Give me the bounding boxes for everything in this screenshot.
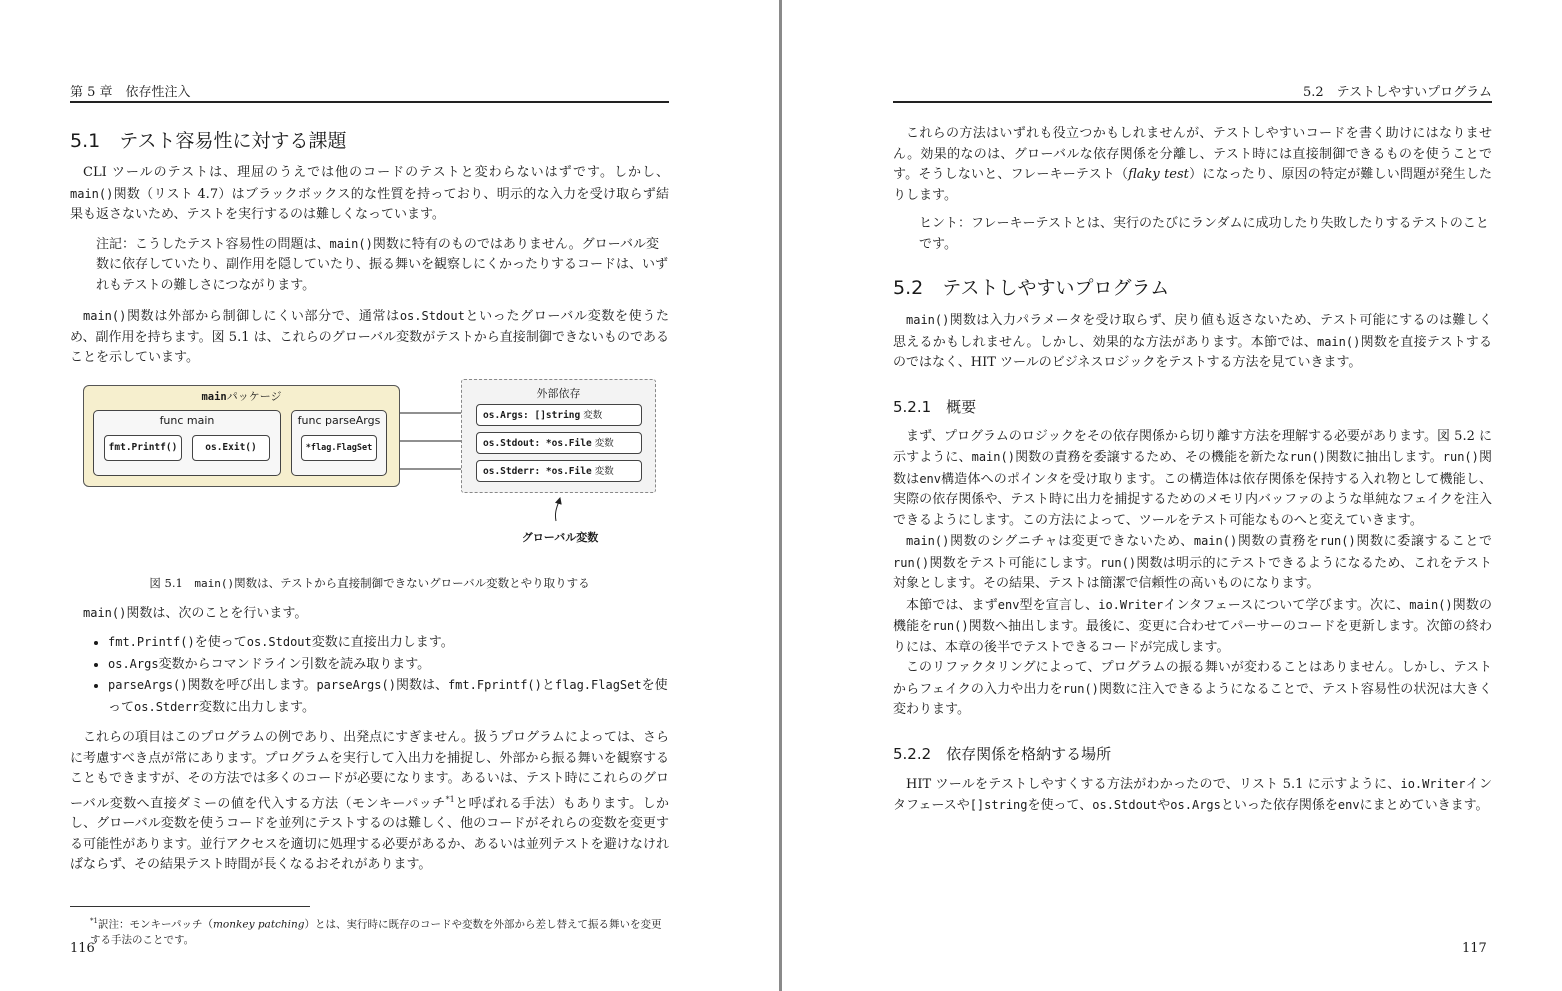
paragraph: HIT ツールをテストしやすくする方法がわかったので、リスト 5.1 に示すように、io.Writerインタフェースや[]stringを使って、os.Stdoutやos.Argsといった依存関係をenvにまとめていきます。 [893, 776, 1492, 813]
bullet-list [70, 632, 669, 718]
section-title: 5.1 テスト容易性に対する課題 [70, 130, 347, 152]
page-number: 117 [1462, 941, 1487, 956]
right-content [893, 124, 1492, 825]
external-deps-title: 外部依存 [536, 386, 581, 400]
footnote-reference: *1 [445, 794, 455, 804]
right-page [782, 0, 1562, 991]
dep-os-stdout: os.Stdout: *os.File 変数 [476, 432, 642, 454]
left-page [0, 0, 779, 991]
list-item: • os.Args変数からコマンドライン引数を読み取ります。 [108, 654, 669, 676]
paragraph: main()関数は入力パラメータを受け取らず、戻り値も返さないため、テスト可能にするのは難しく思えるかもしれません。しかし、効果的な方法があります。本節では、main()関数を直接テストするのではなく、HIT ツールのビジネスロジックをテストする方法を見ていきます。 [893, 313, 1492, 370]
subsection-title: 5.2.2 依存関係を格納する場所 [893, 744, 1112, 763]
paragraph: main()関数のシグニチャは変更できないため、main()関数の責務をrun()関数に委譲することでrun()関数をテスト可能にします。run()関数は明示的にテストできるようになるため、これをテスト対象とします。その結果、テストは簡潔で信頼性の高いものになります。 [893, 534, 1492, 591]
arrow-global [555, 498, 560, 521]
paragraph: 本節では、まずenv型を宣言し、io.Writerインタフェースについて学びます。次に、main()関数の機能をrun()関数へ抽出します。最後に、変更に合わせてパーサーのコードを更新します。次節の終わりには、本章の後半でテストできるコードが完成します。 [893, 597, 1492, 655]
dep-os-args: os.Args: []string 変数 [476, 404, 642, 426]
footnote-rule [70, 906, 310, 907]
paragraph: まず、プログラムのロジックをその依存関係から切り離す方法を理解する必要があります。図 5.2 に示すように、main()関数の責務を委譲するため、その機能を新たなrun()関数に抽出します。run()関数はenv構造体へのポインタを受け取ります。この構造体は依存関係を保持する入れ物として機能し、実際の依存関係や、テスト時に出力を捕捉するためのメモリ内バッファのような単純なフェイクを注入できるようにします。この方法によって、ツールをテスト可能なものへと変えていきます。 [893, 428, 1492, 528]
footnote: $^{*1}$訳注：モンキーパッチ（monkey patching）とは、実行時に既存のコードや変数を外部から差し替えて振る舞いを変更する手法のことです。 [90, 916, 662, 947]
list-item: • parseArgs()関数を呼び出します。parseArgs()関数は、fmt.Fprintf()とflag.FlagSetを使ってos.Stderr変数に出力します。 [108, 675, 669, 718]
hint-box: ヒント：フレーキーテストとは、実行のたびにランダムに成功したり失敗したりするテストのことです。 [919, 216, 1489, 252]
running-header: 5.2 テストしやすいプログラム [893, 81, 1492, 103]
running-header: 第 5 章 依存性注入 [70, 81, 669, 103]
paragraph: main()関数は外部から制御しにくい部分で、通常はos.Stdoutといったグローバル変数を使うため、副作用を持ちます。図 5.1 は、これらのグローバル変数がテストから直接制御できないものであることを示しています。 [70, 309, 669, 365]
paragraph: このリファクタリングによって、プログラムの振る舞いが変わることはありません。しかし、テストからフェイクの入力や出力をrun()関数に注入できるようになることで、テスト容易性の状況は大きく変わります。 [893, 660, 1492, 717]
global-variables-label: グローバル変数 [521, 530, 599, 544]
figure-5-1 [70, 379, 669, 569]
paragraph: main()関数は、次のことを行います。 [83, 605, 308, 621]
section-title: 5.2 テストしやすいプログラム [893, 277, 1170, 299]
list-item: • fmt.Printf()を使ってos.Stdout変数に直接出力します。 [108, 632, 669, 654]
func-parseargs-label: func parseArgs [297, 413, 381, 427]
flagset-box: *flag.FlagSet [301, 435, 377, 461]
paragraph: これらの項目はこのプログラムの例であり、出発点にすぎません。扱うプログラムによっては、さらに考慮すべき点が常にあります。プログラムを実行して入出力を捕捉し、外部から振る舞いを観察することもできますが、その方法では多くのコードが必要になります。あるいは、テスト時にこれらのグローバル変数へ直接ダミーの値を代入する方法（モンキーパッチ$^{*1}$と呼ばれる手法）もあります。しかし、グローバル変数を使うコードを並列にテストするのは難しく、他のコードがそれらの変数を変更する可能性があります。並行アクセスを適切に処理する必要があるか、あるいは並列テストを避けなければならず、その結果テスト時間が長くなるおそれがあります。 [70, 730, 669, 873]
figure-caption: 図 5.1 main()関数は、テストから直接制御できないグローバル変数とやり取りする [149, 575, 590, 590]
main-package-label: mainパッケージ [201, 389, 282, 403]
external-deps-box [461, 379, 656, 493]
dep-os-stderr: os.Stderr: *os.File 変数 [476, 460, 642, 482]
paragraph: CLI ツールのテストは、理屈のうえでは他のコードのテストと変わらないはずです。しかし、main()関数（リスト 4.7）はブラックボックス的な性質を持っており、明示的な入力を受け取らず結果も返さないため、テストを実行するのは難しくなっています。 [70, 165, 669, 222]
note-box: 注記：こうしたテスト容易性の問題は、main()関数に特有のものではありません。グローバル変数に依存していたり、副作用を隠していたり、振る舞いを観察しにくかったりするコードは、いずれもテストの難しさにつながります。 [96, 236, 669, 293]
page-number: 116 [70, 941, 95, 956]
exit-box: os.Exit() [192, 435, 270, 461]
paragraph: これらの方法はいずれも役立つかもしれませんが、テストしやすいコードを書く助けにはなりません。効果的なのは、グローバルな依存関係を分離し、テスト時には直接制御できるものを使うことです。そうしないと、フレーキーテスト（flaky test）になったり、原因の特定が難しい問題が発生したりします。 [893, 126, 1492, 203]
subsection-title: 5.2.1 概要 [893, 397, 977, 416]
left-content [70, 122, 669, 948]
func-main-label: func main [159, 413, 215, 427]
printf-box: fmt.Printf() [104, 435, 182, 461]
